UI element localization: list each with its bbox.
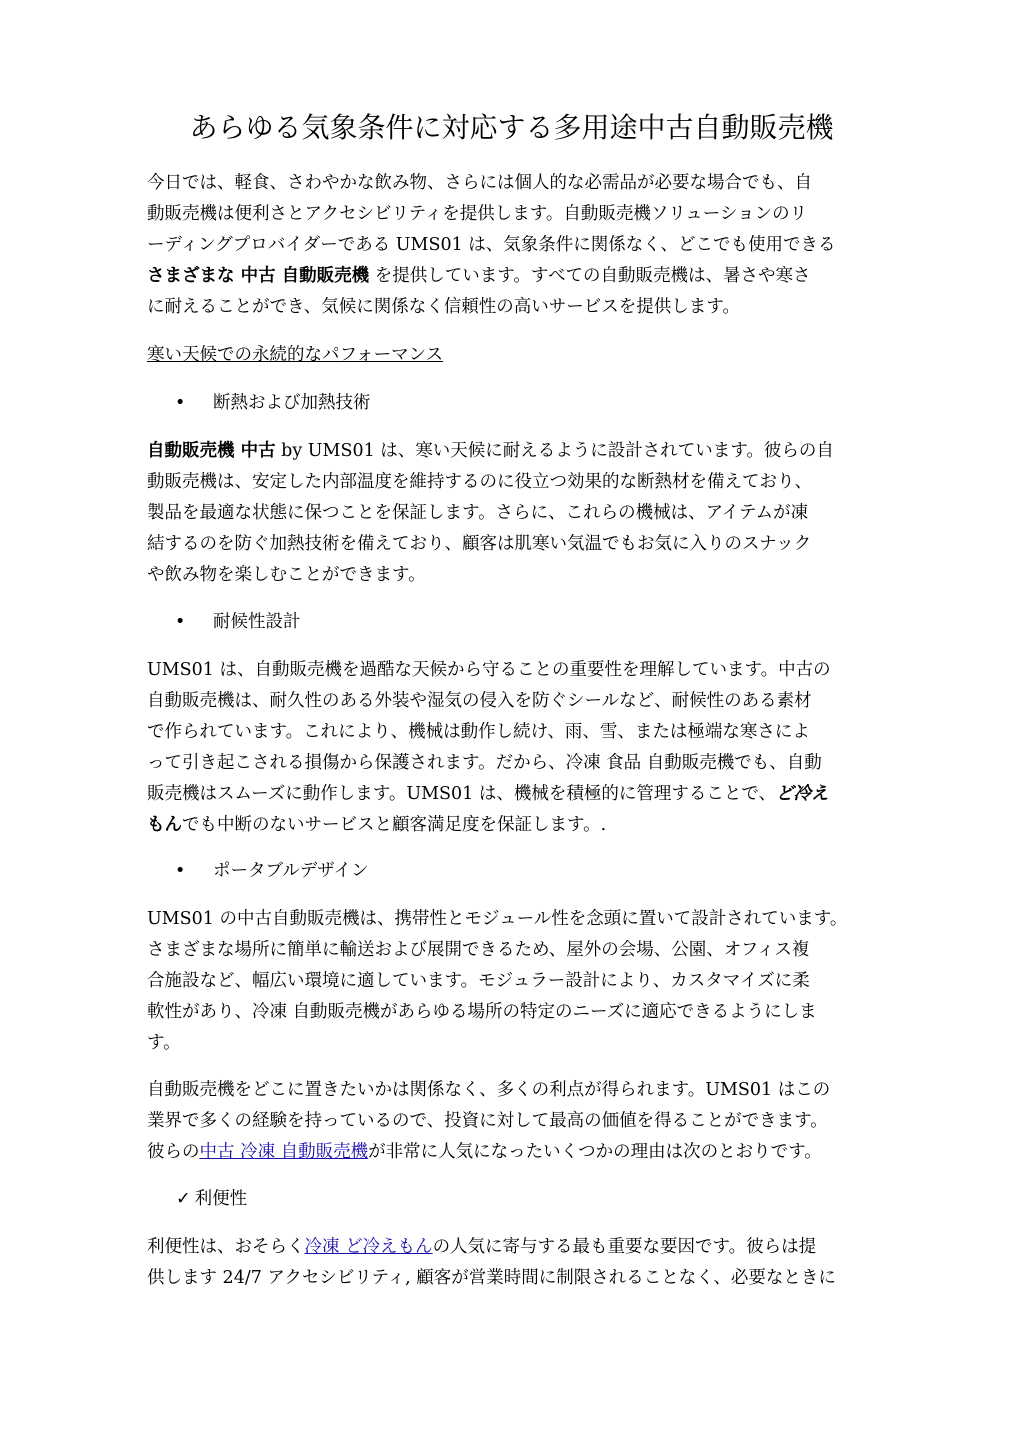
page-title: あらゆる気象条件に対応する多用途中古自動販売機 bbox=[189, 111, 834, 144]
insulation-line-1-rest: by UMS01 は、寒い天候に耐えるように設計されています。彼らの自 bbox=[275, 441, 834, 461]
insulation-line-2: 動販売機は、安定した内部温度を維持するのに役立つ効果的な断熱材を備えており、 bbox=[147, 472, 812, 492]
insulation-line-3: 製品を最適な状態に保つことを保証します。さらに、これらの機械は、アイテムが凍 bbox=[147, 503, 809, 523]
intro-line-2: 動販売機は便利さとアクセシビリティを提供します。自動販売機ソリューションのリ bbox=[147, 204, 808, 224]
insulation-line-1 bbox=[147, 436, 947, 467]
intro-paragraph bbox=[147, 168, 947, 323]
benefits-line-3-rest: が非常に人気になったいくつかの理由は次のとおりです。 bbox=[368, 1142, 822, 1162]
bullet-weatherproof-label: 耐候性設計 bbox=[213, 612, 301, 632]
bullet-dot-icon: • bbox=[175, 861, 186, 881]
portable-line-2: さまざまな場所に簡単に輸送および展開できるため、屋外の会場、公園、オフィス複 bbox=[147, 940, 810, 960]
benefits-line-3 bbox=[147, 1137, 947, 1168]
weatherproof-line-6 bbox=[147, 810, 947, 841]
weatherproof-line-2: 自動販売機は、耐久性のある外装や湿気の侵入を防ぐシールなど、耐候性のある素材 bbox=[147, 691, 812, 711]
bullet-insulation bbox=[175, 388, 371, 419]
convenience-line-1-text: 利便性は、おそらく bbox=[147, 1237, 305, 1257]
intro-line-4 bbox=[147, 261, 947, 292]
insulation-line-5: や飲み物を楽しむことができます。 bbox=[147, 565, 426, 585]
convenience-line-2: 供します 24/7 アクセシビリティ, 顧客が営業時間に制限されることなく、必要なときに bbox=[147, 1268, 836, 1288]
weatherproof-line-5 bbox=[147, 779, 947, 810]
benefits-line-2: 業界で多くの経験を持っているので、投資に対して最高の価値を得ることができます。 bbox=[147, 1111, 828, 1131]
section-heading: 寒い天候での永続的なパフォーマンス bbox=[147, 345, 444, 365]
insulation-line-4: 結するのを防ぐ加熱技術を備えており、顧客は肌寒い気温でもお気に入りのスナック bbox=[147, 534, 812, 554]
checkmark-icon: ✓ bbox=[176, 1189, 191, 1209]
portable-line-4: 軟性があり、冷凍 自動販売機があらゆる場所の特定のニーズに適応できるようにしま bbox=[147, 1002, 817, 1022]
benefits-paragraph bbox=[147, 1075, 947, 1168]
bullet-portable bbox=[175, 856, 369, 887]
bullet-portable-label: ポータブルデザイン bbox=[213, 861, 369, 881]
weatherproof-bold-keyword: ど冷え bbox=[775, 784, 829, 804]
intro-line-1: 今日では、軽食、さわやかな飲み物、さらには個人的な必需品が必要な場合でも、自 bbox=[147, 173, 812, 193]
convenience-line-1-rest: の人気に寄与する最も重要な要因です。彼らは提 bbox=[432, 1237, 817, 1257]
portable-line-3: 合施設など、幅広い環境に適しています。モジュラー設計により、カスタマイズに柔 bbox=[147, 971, 810, 991]
intro-bold-keyword: さまざまな 中古 自動販売機 bbox=[147, 266, 370, 286]
portable-paragraph bbox=[147, 904, 947, 1059]
weatherproof-line-3: で作られています。これにより、機械は動作し続け、雨、雪、または極端な寒さによ bbox=[147, 722, 810, 742]
weatherproof-line-6-rest: でも中断のないサービスと顧客満足度を保証します。. bbox=[182, 815, 607, 835]
portable-line-1: UMS01 の中古自動販売機は、携帯性とモジュール性を念頭に置いて設計されています。 bbox=[147, 909, 848, 929]
weatherproof-paragraph bbox=[147, 655, 947, 841]
check-item-convenience bbox=[176, 1184, 247, 1215]
bullet-weatherproof bbox=[175, 607, 301, 638]
bullet-dot-icon: • bbox=[175, 612, 186, 632]
convenience-line-1 bbox=[147, 1232, 947, 1263]
benefits-line-3-text: 彼らの bbox=[147, 1142, 200, 1162]
weatherproof-bold-keyword-cont: もん bbox=[147, 815, 182, 835]
portable-line-5: す。 bbox=[147, 1033, 181, 1053]
intro-line-4-rest: を提供しています。すべての自動販売機は、暑さや寒さ bbox=[369, 266, 811, 286]
frozen-dohiemon-link[interactable]: 冷凍 ど冷えもん bbox=[304, 1237, 433, 1257]
check-item-label: 利便性 bbox=[194, 1189, 248, 1209]
intro-line-3: ーディングプロバイダーである UMS01 は、気象条件に関係なく、どこでも使用できる bbox=[147, 235, 836, 255]
used-frozen-vending-link[interactable]: 中古 冷凍 自動販売機 bbox=[199, 1142, 369, 1162]
weatherproof-line-5-text: 販売機はスムーズに動作します。UMS01 は、機械を積極的に管理することで、 bbox=[147, 784, 776, 804]
benefits-line-1: 自動販売機をどこに置きたいかは関係なく、多くの利点が得られます。UMS01 はこの bbox=[147, 1080, 831, 1100]
intro-line-5: に耐えることができ、気候に関係なく信頼性の高いサービスを提供します。 bbox=[147, 297, 740, 317]
weatherproof-line-4: って引き起こされる損傷から保護されます。だから、冷凍 食品 自動販売機でも、自動 bbox=[147, 753, 822, 773]
weatherproof-line-1: UMS01 は、自動販売機を過酷な天候から守ることの重要性を理解しています。中古の bbox=[147, 660, 831, 680]
insulation-paragraph bbox=[147, 436, 947, 591]
bullet-dot-icon: • bbox=[175, 393, 186, 413]
bullet-insulation-label: 断熱および加熱技術 bbox=[213, 393, 371, 413]
convenience-paragraph bbox=[147, 1232, 947, 1294]
insulation-bold-keyword: 自動販売機 中古 bbox=[147, 441, 276, 461]
